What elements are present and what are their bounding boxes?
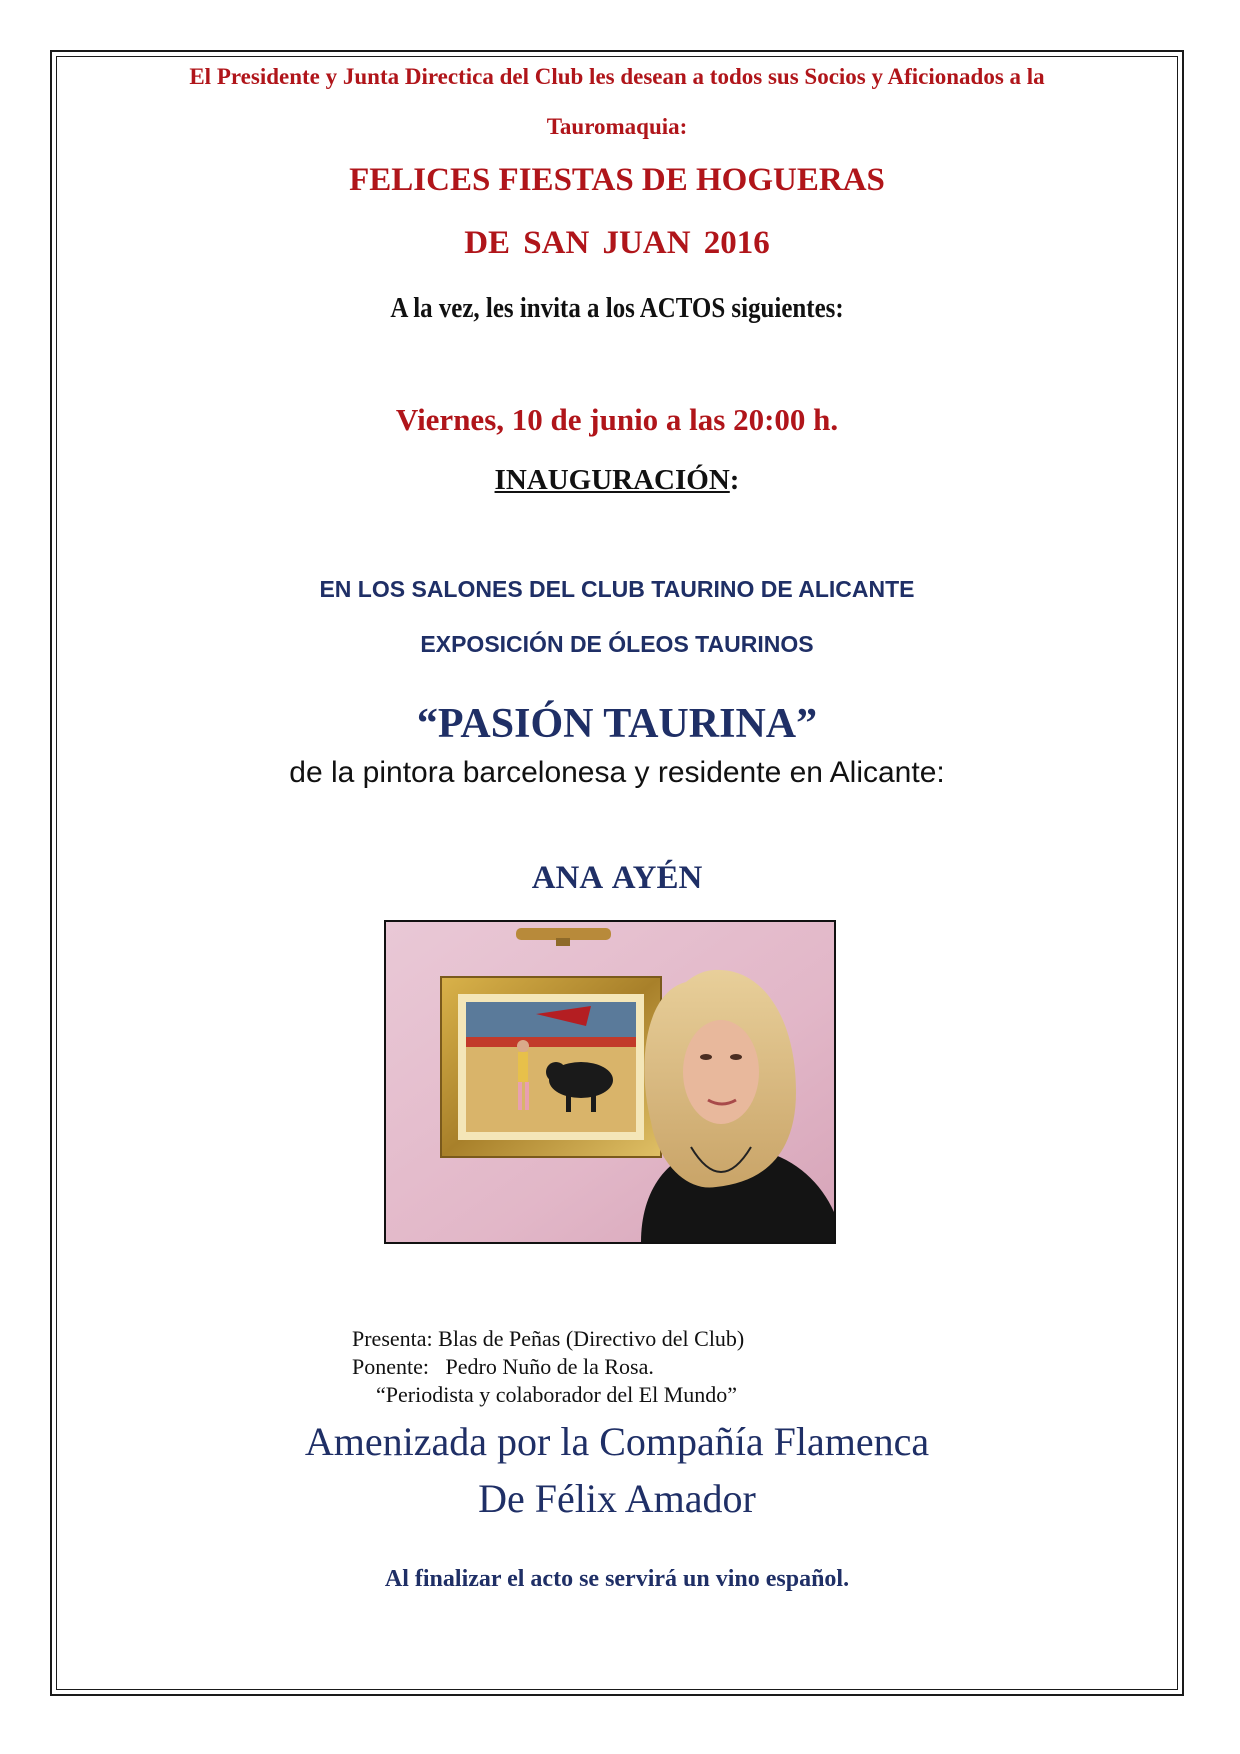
speaker-role: “Periodista y colaborador del El Mundo” [376,1382,738,1407]
festival-title-line-2: DE SAN JUAN 2016 [464,225,770,261]
entertainment-line-1: Amenizada por la Compañía Flamenca [304,1419,930,1464]
event-type-heading [56,464,1178,497]
artist-photo [384,920,836,1244]
artist-photo-image [386,922,834,1242]
greeting-line-2: Tauromaquia: [546,114,688,139]
event-date: Viernes, 10 de junio a las 20:00 h. [395,402,839,437]
bullfight-painting [466,1002,636,1132]
event-type-label: INAUGURACIÓN [494,464,730,496]
speaker-line [352,1354,654,1380]
entertainment-line-2: De Félix Amador [478,1476,756,1521]
exhibition-title: “PASIÓN TAURINA” [416,701,818,747]
speaker-label: Ponente: [352,1354,429,1379]
exhibition-kind: EXPOSICIÓN DE ÓLEOS TAURINOS [420,631,814,657]
artist-name: ANA AYÉN [531,860,703,896]
presenter-name: Blas de Peñas (Directivo del Club) [438,1326,745,1351]
exhibition-venue: EN LOS SALONES DEL CLUB TAURINO DE ALICANTE [319,576,915,602]
invitation-text: A la vez, les invita a los ACTOS siguientes: [390,292,844,324]
festival-title-line-1: FELICES FIESTAS DE HOGUERAS [349,162,885,198]
closing-note: Al finalizar el acto se servirá un vino español. [384,1566,850,1592]
presenter-line [352,1326,744,1352]
presenter-label: Presenta: [352,1326,433,1351]
exhibition-subtitle: de la pintora barcelonesa y residente en Alicante: [289,756,945,789]
event-type-colon: : [729,464,740,496]
speaker-name: Pedro Nuño de la Rosa. [445,1354,654,1379]
greeting-line-1: El Presidente y Junta Directica del Club les desean a todos sus Socios y Aficionados a la [189,64,1045,89]
